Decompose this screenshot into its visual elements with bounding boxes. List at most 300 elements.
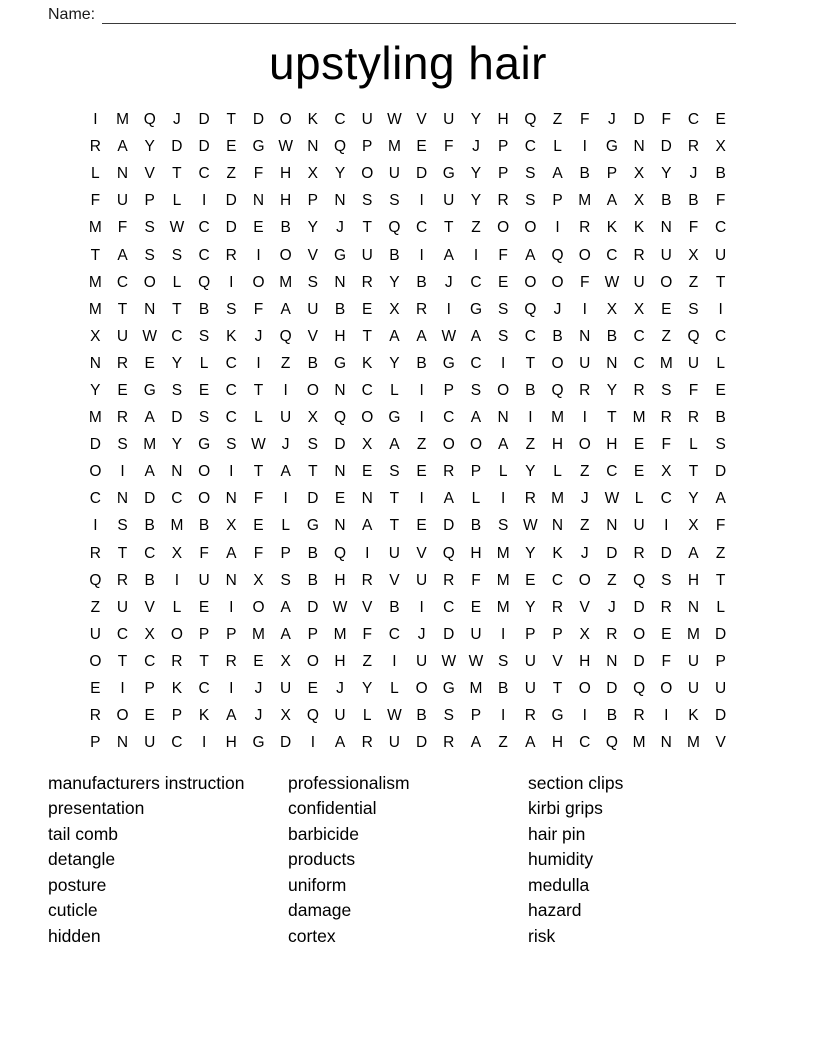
grid-letter: D <box>660 544 672 562</box>
grid-letter: D <box>715 625 727 643</box>
grid-letter: D <box>198 111 210 129</box>
grid-letter: C <box>524 138 536 156</box>
grid-letter: L <box>689 436 698 454</box>
grid-letter: Y <box>389 273 400 291</box>
word-list-item: medulla <box>528 874 590 895</box>
grid-letter: U <box>89 625 101 643</box>
grid-letter: L <box>498 463 508 481</box>
grid-letter: C <box>579 734 591 752</box>
grid-letter: E <box>117 381 128 399</box>
grid-letter: M <box>687 734 700 752</box>
grid-letter: F <box>715 192 726 210</box>
grid-letter: P <box>715 652 726 670</box>
word-list-column <box>48 771 288 950</box>
grid-letter: T <box>90 246 101 264</box>
grid-letter: I <box>419 246 424 264</box>
grid-letter: R <box>633 707 645 725</box>
grid-letter: N <box>307 138 319 156</box>
grid-letter: J <box>580 490 589 508</box>
grid-letter: Q <box>334 409 347 427</box>
grid-letter: A <box>688 544 699 562</box>
grid-letter: F <box>715 517 726 535</box>
grid-letter: Q <box>198 273 211 291</box>
word-list-item: cortex <box>288 925 336 946</box>
grid-letter: J <box>336 680 344 697</box>
grid-letter: E <box>497 273 509 291</box>
word-list-item: hazard <box>528 900 582 921</box>
grid-letter: F <box>661 436 672 454</box>
grid-letter: R <box>606 625 618 643</box>
grid-letter: N <box>225 571 237 589</box>
grid-letter: C <box>415 219 428 237</box>
grid-letter: M <box>496 598 510 616</box>
grid-letter: S <box>198 409 210 427</box>
grid-letter: Z <box>579 517 590 535</box>
grid-letter: U <box>524 680 536 697</box>
grid-letter: X <box>579 625 590 643</box>
grid-letter: A <box>443 490 454 508</box>
grid-letter: S <box>497 300 509 318</box>
grid-letter: U <box>687 680 700 697</box>
grid-letter: O <box>279 111 292 129</box>
grid-letter: R <box>579 219 591 237</box>
grid-letter: B <box>416 707 427 725</box>
grid-letter: C <box>361 381 373 399</box>
grid-letter: Z <box>416 436 427 454</box>
grid-letter: O <box>578 246 591 264</box>
grid-letter: B <box>334 300 346 318</box>
grid-letter: O <box>252 273 265 291</box>
grid-letter: I <box>283 490 288 508</box>
grid-letter: N <box>497 409 509 427</box>
grid-letter: M <box>116 111 129 129</box>
grid-letter: R <box>497 192 509 210</box>
grid-letter: B <box>688 192 699 210</box>
grid-letter: R <box>116 409 129 427</box>
grid-letter: M <box>687 625 700 643</box>
grid-letter: R <box>660 598 672 616</box>
grid-letter: B <box>497 680 509 697</box>
grid-letter: F <box>498 246 508 264</box>
grid-letter: X <box>633 300 645 318</box>
grid-letter: U <box>198 571 210 589</box>
grid-letter: M <box>496 571 510 589</box>
grid-letter: N <box>551 517 564 535</box>
grid-letter: B <box>606 327 618 345</box>
grid-letter: U <box>687 354 700 372</box>
grid-letter: I <box>419 598 424 616</box>
grid-letter: B <box>389 246 400 264</box>
grid-letter: I <box>201 734 207 752</box>
grid-letter: S <box>226 300 237 318</box>
grid-letter: W <box>332 598 348 616</box>
grid-letter: C <box>225 381 237 399</box>
grid-letter: C <box>225 409 237 427</box>
grid-letter: S <box>144 219 155 237</box>
grid-letter: W <box>169 219 185 237</box>
grid-letter: F <box>688 381 699 399</box>
grid-letter: Y <box>688 490 699 508</box>
grid-letter: Q <box>633 680 646 697</box>
grid-letter: I <box>256 246 261 264</box>
grid-letter: X <box>171 544 183 562</box>
grid-letter: L <box>634 490 644 508</box>
grid-letter: V <box>307 246 319 264</box>
word-list-item: confidential <box>288 798 377 819</box>
grid-letter: R <box>443 734 455 752</box>
grid-letter: R <box>225 652 237 670</box>
grid-letter: U <box>524 652 536 670</box>
grid-letter: P <box>606 165 618 183</box>
grid-letter: V <box>416 544 427 562</box>
grid-letter: B <box>579 165 590 183</box>
grid-letter: E <box>661 625 672 643</box>
grid-letter: S <box>688 300 699 318</box>
grid-letter: V <box>144 165 155 183</box>
grid-letter: S <box>198 327 210 345</box>
grid-letter: P <box>171 707 183 725</box>
grid-letter: N <box>334 517 346 535</box>
grid-letter: Q <box>388 219 401 237</box>
grid-letter: U <box>715 680 727 697</box>
grid-letter: D <box>198 138 210 156</box>
grid-letter: S <box>144 246 155 264</box>
grid-letter: A <box>334 734 346 752</box>
grid-letter: R <box>687 138 700 156</box>
grid-letter: E <box>633 463 645 481</box>
grid-letter: N <box>144 300 156 318</box>
grid-letter: M <box>469 680 483 697</box>
grid-letter: E <box>416 517 427 535</box>
word-list-item: posture <box>48 874 107 895</box>
grid-letter: R <box>116 571 129 589</box>
grid-letter: U <box>388 734 400 752</box>
word-list-item: products <box>288 849 356 870</box>
grid-letter: J <box>281 436 290 454</box>
grid-letter: A <box>470 409 482 427</box>
grid-letter: A <box>470 327 482 345</box>
grid-letter: I <box>120 680 125 697</box>
grid-letter: X <box>280 707 291 725</box>
grid-letter: E <box>253 517 264 535</box>
grid-letter: A <box>525 246 536 264</box>
grid-letter: D <box>89 436 101 454</box>
grid-letter: P <box>470 707 482 725</box>
grid-letter: U <box>144 734 156 752</box>
grid-letter: A <box>552 165 563 183</box>
grid-letter: O <box>660 273 673 291</box>
grid-letter: P <box>226 625 237 643</box>
grid-letter: Q <box>334 544 347 562</box>
grid-letter: A <box>443 246 454 264</box>
grid-letter: I <box>419 381 424 399</box>
grid-letter: C <box>606 246 618 264</box>
grid-letter: Z <box>90 598 101 616</box>
grid-letter: Y <box>525 463 536 481</box>
grid-letter: C <box>198 219 210 237</box>
grid-letter: Q <box>306 707 319 725</box>
grid-letter: N <box>334 463 346 481</box>
word-list-item: section clips <box>528 772 624 793</box>
grid-letter: O <box>497 219 510 237</box>
grid-letter: B <box>307 354 319 372</box>
word-list-item: hidden <box>48 925 101 946</box>
grid-letter: F <box>471 571 481 589</box>
grid-letter: H <box>551 436 564 454</box>
grid-letter: R <box>116 354 129 372</box>
grid-letter: K <box>552 544 563 562</box>
grid-letter: U <box>579 354 591 372</box>
grid-letter: G <box>143 381 156 399</box>
grid-letter: P <box>497 165 509 183</box>
grid-letter: C <box>470 354 482 372</box>
grid-letter: S <box>389 192 400 210</box>
grid-letter: Q <box>524 111 537 129</box>
grid-letter: T <box>444 219 454 237</box>
grid-letter: S <box>497 327 509 345</box>
grid-letter: C <box>198 680 210 697</box>
grid-letter: Z <box>498 734 508 752</box>
grid-letter: K <box>633 219 645 237</box>
grid-letter: Q <box>605 734 618 752</box>
grid-letter: O <box>578 436 591 454</box>
grid-letter: O <box>578 680 591 697</box>
grid-letter: M <box>551 490 564 508</box>
grid-letter: A <box>389 436 400 454</box>
grid-letter: M <box>632 734 646 752</box>
grid-letter: U <box>307 300 319 318</box>
grid-letter: P <box>552 192 563 210</box>
grid-letter: D <box>443 625 455 643</box>
grid-letter: A <box>497 436 509 454</box>
grid-letter: V <box>579 598 590 616</box>
grid-letter: F <box>688 219 699 237</box>
grid-letter: H <box>606 436 618 454</box>
grid-letter: O <box>551 354 564 372</box>
grid-letter: H <box>470 544 482 562</box>
grid-letter: T <box>117 544 128 562</box>
grid-letter: P <box>144 680 155 697</box>
grid-letter: S <box>497 652 509 670</box>
grid-letter: F <box>362 625 372 643</box>
grid-letter: E <box>226 138 237 156</box>
grid-letter: L <box>91 165 100 183</box>
word-list-item: uniform <box>288 874 347 895</box>
grid-letter: N <box>116 165 129 183</box>
grid-letter: J <box>553 300 562 318</box>
grid-letter: B <box>416 273 427 291</box>
grid-letter: T <box>226 111 237 129</box>
grid-letter: E <box>715 381 726 399</box>
grid-letter: P <box>307 625 319 643</box>
grid-letter: J <box>608 598 616 616</box>
grid-letter: H <box>225 734 237 752</box>
grid-letter: B <box>661 192 672 210</box>
grid-letter: T <box>688 463 699 481</box>
grid-letter: S <box>525 192 536 210</box>
grid-letter: C <box>225 354 237 372</box>
grid-letter: D <box>633 111 645 129</box>
grid-letter: Y <box>661 165 672 183</box>
name-label: Name: <box>48 6 96 23</box>
grid-letter: Z <box>525 436 536 454</box>
grid-letter: L <box>172 598 182 616</box>
grid-letter: A <box>606 192 618 210</box>
grid-letter: N <box>116 734 129 752</box>
grid-letter: W <box>523 517 538 535</box>
grid-letter: I <box>473 246 479 264</box>
puzzle-title: upstyling hair <box>268 36 548 89</box>
grid-letter: S <box>661 571 672 589</box>
grid-letter: R <box>171 652 183 670</box>
grid-letter: K <box>606 219 618 237</box>
grid-letter: R <box>443 463 455 481</box>
grid-letter: E <box>661 300 672 318</box>
grid-letter: E <box>144 707 155 725</box>
grid-letter: B <box>525 381 536 399</box>
grid-letter: P <box>552 625 563 643</box>
grid-letter: I <box>419 409 424 427</box>
grid-letter: I <box>718 300 723 318</box>
grid-letter: F <box>579 273 590 291</box>
grid-letter: I <box>582 707 587 725</box>
grid-letter: F <box>579 111 590 129</box>
word-list-item: hair pin <box>528 823 586 844</box>
grid-letter: E <box>253 652 264 670</box>
grid-letter: A <box>470 734 482 752</box>
grid-letter: U <box>280 409 292 427</box>
grid-letter: X <box>606 300 618 318</box>
grid-letter: O <box>252 598 265 616</box>
grid-letter: T <box>117 652 128 670</box>
grid-letter: V <box>715 734 726 752</box>
grid-letter: J <box>417 625 426 643</box>
grid-letter: A <box>280 300 291 318</box>
grid-letter: C <box>144 544 156 562</box>
grid-letter: D <box>334 436 346 454</box>
grid-letter: U <box>470 625 482 643</box>
grid-letter: S <box>280 571 291 589</box>
grid-letter: I <box>392 652 397 670</box>
grid-letter: U <box>334 707 346 725</box>
grid-letter: G <box>442 680 455 697</box>
grid-letter: I <box>256 354 261 372</box>
grid-letter: N <box>633 138 645 156</box>
grid-letter: N <box>89 354 101 372</box>
grid-letter: W <box>441 327 457 345</box>
grid-letter: G <box>469 300 482 318</box>
grid-letter: N <box>660 734 672 752</box>
grid-letter: C <box>443 409 455 427</box>
word-list-item: kirbi grips <box>528 798 603 819</box>
grid-letter: S <box>307 436 319 454</box>
grid-letter: O <box>361 409 374 427</box>
grid-letter: U <box>660 246 672 264</box>
grid-letter: K <box>307 111 319 129</box>
word-list-item: professionalism <box>288 772 410 793</box>
grid-letter: C <box>470 273 482 291</box>
grid-letter: Y <box>144 138 155 156</box>
grid-letter: E <box>307 680 319 697</box>
grid-letter: Z <box>661 327 672 345</box>
grid-letter: L <box>553 463 562 481</box>
grid-letter: S <box>226 436 237 454</box>
grid-letter: O <box>306 652 319 670</box>
grid-letter: V <box>362 598 373 616</box>
grid-letter: O <box>415 680 428 697</box>
grid-letter: M <box>170 517 184 535</box>
grid-letter: C <box>116 625 129 643</box>
grid-letter: C <box>144 652 156 670</box>
grid-letter: W <box>387 111 402 129</box>
grid-letter: T <box>172 300 182 318</box>
grid-letter: X <box>226 517 237 535</box>
grid-letter: L <box>471 490 481 508</box>
grid-letter: L <box>716 598 725 616</box>
grid-letter: Z <box>688 273 699 291</box>
grid-letter: I <box>93 517 98 535</box>
grid-letter: E <box>90 680 101 697</box>
grid-letter: S <box>389 463 400 481</box>
grid-letter: D <box>225 192 237 210</box>
grid-letter: N <box>687 598 700 616</box>
grid-letter: X <box>389 300 400 318</box>
grid-letter: Q <box>143 111 156 129</box>
grid-letter: J <box>472 138 480 156</box>
grid-letter: Y <box>606 381 618 399</box>
grid-letter: C <box>660 490 672 508</box>
grid-letter: D <box>633 652 645 670</box>
grid-letter: W <box>387 707 402 725</box>
grid-letter: Z <box>226 165 237 183</box>
grid-letter: T <box>172 165 182 183</box>
grid-letter: B <box>198 517 210 535</box>
grid-letter: O <box>660 680 673 697</box>
grid-letter: C <box>524 327 536 345</box>
grid-letter: S <box>362 192 373 210</box>
grid-letter: X <box>715 138 726 156</box>
grid-letter: E <box>525 571 536 589</box>
grid-letter: B <box>307 544 319 562</box>
grid-letter: B <box>552 327 563 345</box>
grid-letter: I <box>229 598 234 616</box>
grid-letter: O <box>633 625 646 643</box>
grid-letter: N <box>225 490 237 508</box>
grid-letter: O <box>524 219 537 237</box>
grid-letter: T <box>552 680 563 697</box>
grid-letter: O <box>306 381 319 399</box>
grid-letter: F <box>253 544 264 562</box>
grid-letter: R <box>551 598 564 616</box>
grid-letter: P <box>144 192 155 210</box>
grid-letter: A <box>117 246 128 264</box>
grid-letter: Z <box>552 111 563 129</box>
grid-letter: R <box>633 544 645 562</box>
grid-letter: W <box>142 327 158 345</box>
grid-letter: B <box>280 219 291 237</box>
grid-letter: M <box>252 625 265 643</box>
name-fill-line <box>102 9 736 24</box>
grid-letter: X <box>661 463 672 481</box>
grid-letter: L <box>390 680 399 697</box>
grid-letter: B <box>606 707 618 725</box>
grid-letter: B <box>470 517 482 535</box>
grid-letter: I <box>446 300 451 318</box>
grid-letter: V <box>144 598 155 616</box>
grid-letter: I <box>501 625 506 643</box>
grid-letter: B <box>198 300 210 318</box>
grid-letter: O <box>442 436 455 454</box>
